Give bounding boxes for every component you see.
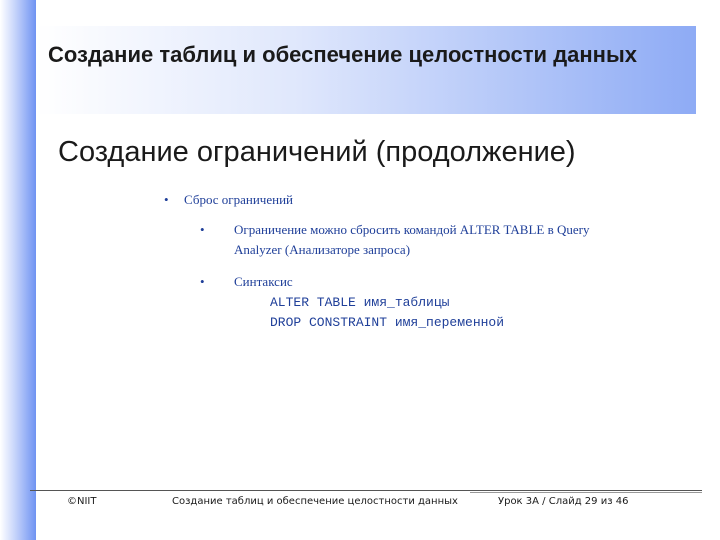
bullet-icon: • — [200, 274, 205, 289]
footer-divider-short — [470, 492, 702, 493]
footer-course-title: Создание таблиц и обеспечение целостности данных — [172, 496, 458, 507]
bullet-list — [160, 192, 630, 332]
bullet-item — [160, 192, 630, 208]
footer-copyright: ©NIIT — [67, 496, 97, 507]
slide-title: Создание таблиц и обеспечение целостности данных — [48, 42, 637, 67]
sub-bullet-text: Синтаксис — [234, 274, 293, 289]
footer-divider — [30, 490, 702, 491]
slide-subtitle: Создание ограничений (продолжение) — [58, 136, 576, 168]
sub-bullet-text: Ограничение можно сбросить командой ALTER TABLE в Query Analyzer (Анализаторе запроса) — [234, 222, 590, 257]
code-line: DROP CONSTRAINT имя_переменной — [270, 315, 505, 330]
bullet-text: Сброс ограничений — [184, 192, 293, 207]
left-gradient-bar — [0, 0, 36, 540]
sub-bullet-item — [160, 220, 630, 260]
bullet-icon: • — [164, 192, 169, 207]
bullet-icon: • — [200, 222, 205, 237]
code-line: ALTER TABLE имя_таблицы — [270, 295, 450, 310]
sub-bullet-item — [160, 272, 630, 332]
footer-slide-counter: Урок 3А / Слайд 29 из 46 — [498, 496, 629, 507]
